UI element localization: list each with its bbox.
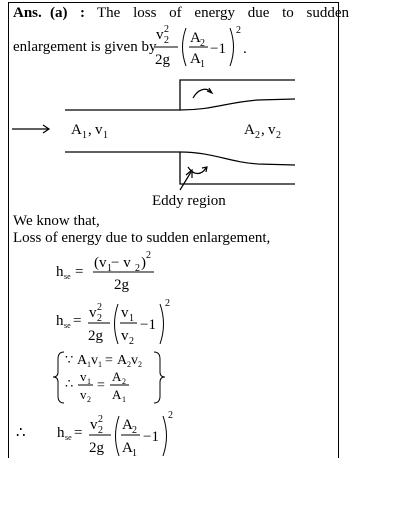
eddy-pointer xyxy=(180,172,191,190)
eq2-minus-one: −1 xyxy=(140,317,156,333)
svg-text:=: = xyxy=(105,353,113,368)
eq1-h: h xyxy=(56,264,64,280)
svg-text:=: = xyxy=(73,313,82,329)
equation-1 xyxy=(50,250,180,296)
svg-text:2: 2 xyxy=(138,360,142,369)
eq3-Aden: A xyxy=(122,440,133,456)
svg-text:1: 1 xyxy=(87,377,91,386)
eq3-den: 2g xyxy=(89,440,104,456)
eq3-h-sub: se xyxy=(65,433,72,442)
answer-label: Ans. xyxy=(13,5,42,21)
equation-2 xyxy=(50,296,180,348)
eq3-left-paren xyxy=(116,416,120,456)
statement-line-1: The loss of energy due to sudden xyxy=(97,5,350,21)
answer-separator: : xyxy=(80,5,85,21)
formula-outer-power: 2 xyxy=(236,25,241,36)
eq1-num-close: ) xyxy=(141,255,146,271)
eq1-den: 2g xyxy=(114,277,129,293)
eq1-num: (v xyxy=(94,255,107,271)
eddy-caption: Eddy region xyxy=(152,193,226,209)
sudden-enlargement-diagram xyxy=(8,72,338,212)
svg-text:1: 1 xyxy=(122,395,126,404)
inlet-A: A xyxy=(71,122,82,138)
formula-minus-one: −1 xyxy=(210,41,226,57)
eq2-h: h xyxy=(56,313,64,329)
formula-v: v xyxy=(156,27,164,43)
formula-v-sub: 2 xyxy=(164,35,169,46)
cont-A2: A xyxy=(117,353,128,368)
formula-end: . xyxy=(243,41,247,57)
eq3-Anum: A xyxy=(122,417,133,433)
solution-line-1: We know that, xyxy=(13,213,100,229)
formula-A-num: A xyxy=(190,30,201,46)
outlet-v-sub: 2 xyxy=(276,130,281,141)
eq3-right-paren xyxy=(163,416,167,456)
cont-v2: v xyxy=(131,353,138,368)
eq3-Aden-sub: 1 xyxy=(132,448,137,459)
formula-left-paren xyxy=(183,28,187,66)
formula-v-sup: 2 xyxy=(164,24,169,35)
solution-line-2: Loss of energy due to sudden enlargement, xyxy=(13,230,271,246)
inlet-A-sub: 1 xyxy=(82,130,87,141)
eq2-h-sub: se xyxy=(64,321,71,330)
because-symbol: ∵ xyxy=(65,352,74,367)
cont-f1-num: v xyxy=(80,369,87,384)
cont-f2-den: A xyxy=(112,387,122,402)
upper-eddy-arrow xyxy=(193,89,211,98)
eq3-h: h xyxy=(57,425,65,441)
eq1-num-sub2: 2 xyxy=(135,263,140,274)
lower-pipe-wall xyxy=(65,152,295,184)
svg-text:=: = xyxy=(74,425,83,441)
eq3-therefore: ∴ xyxy=(16,425,26,441)
svg-text:,: , xyxy=(88,122,92,138)
cont-f2-num: A xyxy=(112,369,122,384)
inlet-v-sub: 1 xyxy=(103,130,108,141)
upper-pipe-wall xyxy=(65,80,295,110)
eq2-vden-sub: 2 xyxy=(129,336,134,347)
eq2-left-paren xyxy=(115,304,119,344)
cont-v1: v xyxy=(91,353,98,368)
eq1-num-pow: 2 xyxy=(146,250,151,261)
formula-right-paren xyxy=(230,28,234,66)
eq3-pow: 2 xyxy=(168,410,173,421)
eq2-v-sub: 2 xyxy=(97,313,102,324)
continuity-left-brace xyxy=(53,352,64,403)
eq3-v-sub: 2 xyxy=(98,425,103,436)
eq2-right-paren xyxy=(160,304,164,344)
upper-streamline xyxy=(180,99,295,110)
answer-option: (a) xyxy=(50,5,68,21)
svg-text:=: = xyxy=(97,378,105,393)
eq3-v: v xyxy=(90,417,98,433)
formula-A-den-sub: 1 xyxy=(200,59,205,70)
inlet-v: v xyxy=(95,122,103,138)
svg-text:2: 2 xyxy=(122,377,126,386)
continuity-right-brace xyxy=(154,352,165,403)
lower-streamline xyxy=(180,152,295,165)
eq2-v-sup: 2 xyxy=(97,302,102,313)
eq3-v-sup: 2 xyxy=(98,414,103,425)
eq1-num-mid: − v xyxy=(111,255,131,271)
eq2-den: 2g xyxy=(88,328,103,344)
svg-text:1: 1 xyxy=(98,360,102,369)
eq2-vnum-sub: 1 xyxy=(129,313,134,324)
formula-A-num-sub: 2 xyxy=(200,38,205,49)
eq2-v: v xyxy=(89,305,97,321)
svg-text:2: 2 xyxy=(127,360,131,369)
eq3-Anum-sub: 2 xyxy=(132,425,137,436)
svg-text:1: 1 xyxy=(87,360,91,369)
eq2-pow: 2 xyxy=(165,298,170,309)
statement-line-2: enlargement is given by xyxy=(13,39,157,55)
svg-text:2: 2 xyxy=(87,395,91,404)
outlet-A: A xyxy=(244,122,255,138)
continuity-relation xyxy=(50,350,170,406)
cont-A1: A xyxy=(77,353,88,368)
outlet-v: v xyxy=(268,122,276,138)
cont-f1-den: v xyxy=(80,387,87,402)
loss-formula xyxy=(152,22,262,70)
therefore-symbol: ∴ xyxy=(65,376,74,391)
svg-text:=: = xyxy=(75,264,84,280)
eq2-vden: v xyxy=(121,328,129,344)
eq1-num-sub1: 1 xyxy=(107,263,112,274)
eq2-vnum: v xyxy=(121,305,129,321)
formula-denominator: 2g xyxy=(155,52,170,68)
eq3-minus-one: −1 xyxy=(143,429,159,445)
equation-3 xyxy=(12,408,182,460)
outlet-A-sub: 2 xyxy=(255,130,260,141)
svg-text:,: , xyxy=(261,122,265,138)
eq1-h-sub: se xyxy=(64,272,71,281)
formula-A-den: A xyxy=(190,51,201,67)
